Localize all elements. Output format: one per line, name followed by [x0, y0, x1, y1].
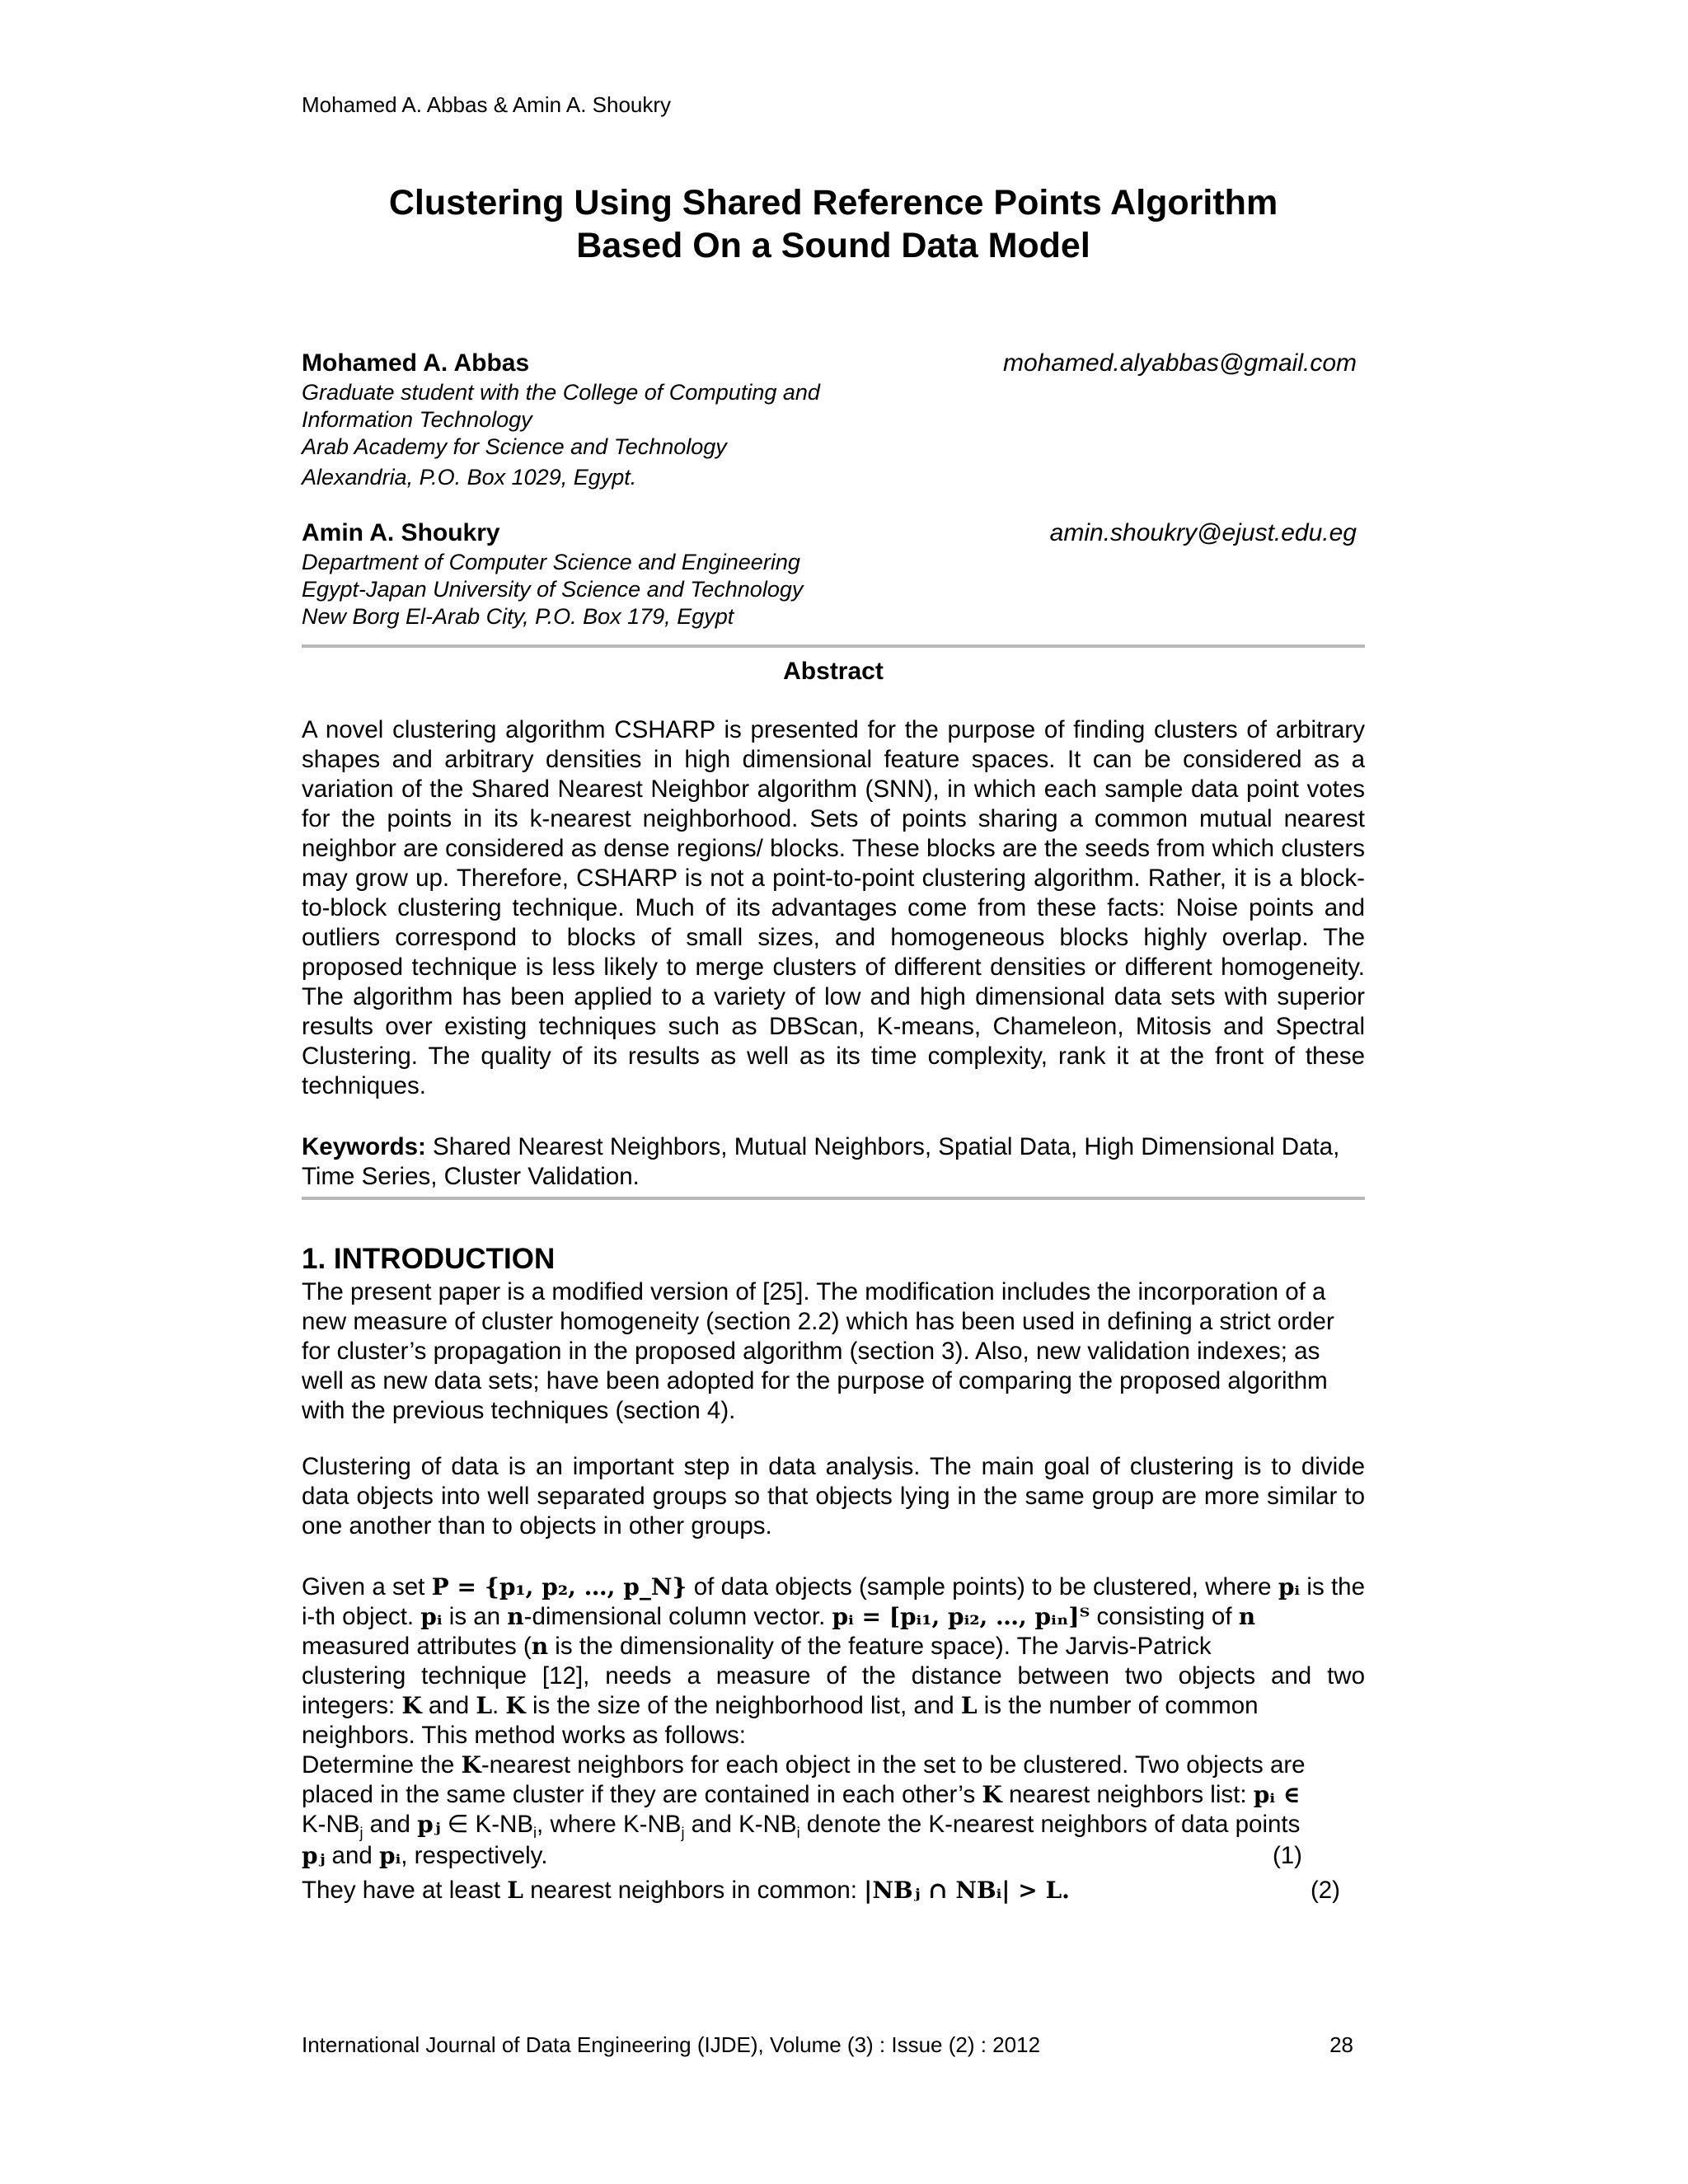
author-1-name: Mohamed A. Abbas [302, 349, 530, 377]
math-vector: pᵢ = [pᵢ₁, pᵢ₂, …, pᵢₙ]ᵀ [832, 1603, 1090, 1630]
footer-journal: International Journal of Data Engineering (IJDE), Volume (3) : Issue (2) : 2012 [302, 2032, 1041, 2057]
math-L: L [960, 1692, 978, 1719]
author-2-affiliation [302, 549, 803, 630]
math-set-p: P = {p₁, p₂, …, p_N} [431, 1573, 687, 1601]
math-L: L [507, 1877, 523, 1904]
math-p-i: pᵢ [420, 1603, 443, 1630]
math-n: n [531, 1633, 549, 1660]
math-condition: |NBⱼ ∩ NBᵢ| > L. [864, 1877, 1070, 1904]
intro-p3-line-2: i-th object. pᵢ is an n-dimensional column vector. pᵢ = [pᵢ₁, pᵢ₂, …, pᵢₙ]ᵀ consisting of n [302, 1603, 1256, 1630]
math-p-i: pᵢ [378, 1842, 401, 1869]
intro-p3-line-5: integers: K and L. K is the size of the neighborhood list, and L is the number of common [302, 1692, 1259, 1719]
equation-number-2: (2) [1310, 1877, 1340, 1904]
affiliation-line: Alexandria, P.O. Box 1029, Egypt. [302, 465, 637, 490]
keywords-label: Keywords: [302, 1133, 426, 1160]
affiliation-line: Arab Academy for Science and Technology [302, 434, 727, 459]
math-p-j: pⱼ [417, 1811, 441, 1838]
intro-p3-line-9: $K-NB_j$ and pⱼ ∈ $K-NB_i$, where $K-NB_j$ and $K-NB_i$ denote the K-nearest neighbors of data points [302, 1811, 1301, 1841]
affiliation-line: New Borg El-Arab City, P.O. Box 179, Egypt [302, 604, 734, 629]
math-K: K [461, 1751, 481, 1779]
author-2-email[interactable]: amin.shoukry@ejust.edu.eg [1049, 519, 1357, 546]
divider-top [302, 644, 1365, 648]
affiliation-line: Department of Computer Science and Engineering [302, 550, 800, 574]
intro-p3-line-11: They have at least L nearest neighbors in common: |NBⱼ ∩ NBᵢ| > L. (2) [302, 1877, 1340, 1904]
section-heading: 1. INTRODUCTION [302, 1243, 556, 1275]
intro-paragraph-2: Clustering of data is an important step in data analysis. The main goal of clustering is to divide data objects into well separated groups so that objects lying in the same group are more similar to one another than to objects in other groups. [302, 1453, 1365, 1540]
author-1-email[interactable]: mohamed.alyabbas@gmail.com [1003, 349, 1357, 377]
footer [302, 2032, 1365, 2058]
author-2-name: Amin A. Shoukry [302, 519, 500, 546]
running-head: Mohamed A. Abbas & Amin A. Shoukry [302, 92, 672, 117]
keywords [302, 1132, 1365, 1192]
math-n: n [507, 1603, 524, 1630]
abstract-text: A novel clustering algorithm CSHARP is presented for the purpose of finding clusters of arbitrary shapes and arbitrary densities in high dimensional feature spaces. It can be considered as a variation of the Shared Nearest Neighbor algorithm (SNN), in which each sample data point votes for the points in its k-nearest neighborhood. Sets of points sharing a common mutual nearest neighbor are considered as dense regions/ blocks. These blocks are the seeds from which clusters may grow up. Therefore, CSHARP is not a point-to-point clustering algorithm. Rather, it is a block-to-block clustering technique. Much of its advantages come from these facts: Noise points and outliers correspond to blocks of small sizes, and homogeneous blocks highly overlap. The proposed technique is less likely to merge clusters of different densities or different homogeneity. The algorithm has been applied to a variety of low and high dimensional data sets with superior results over existing techniques such as DBScan, K-means, Chameleon, Mitosis and Spectral Clustering. The quality of its results as well as its time complexity, rank it at the front of these techniques. [302, 716, 1365, 1099]
intro-p3-line-1: Given a set P = {p₁, p₂, …, p_N} of data objects (sample points) to be clustered, where pᵢ is the [302, 1573, 1365, 1601]
math-p-i: pᵢ [1278, 1573, 1301, 1601]
math-n: n [1238, 1603, 1256, 1630]
intro-p3-line-10: pⱼ and pᵢ, respectively. (1) [302, 1842, 1302, 1869]
affiliation-line: Information Technology [302, 407, 532, 432]
title-line-1: Clustering Using Shared Reference Points Algorithm [388, 183, 1278, 223]
paper-title [302, 181, 1365, 267]
math-p-j: pⱼ [302, 1842, 326, 1869]
divider-bottom [302, 1197, 1365, 1200]
math-L: L [476, 1692, 492, 1719]
intro-paragraph-1: The present paper is a modified version of [25]. The modification includes the incorporation of a new measure of cluster homogeneity (section 2.2) which has been used in defining a strict order for cluster’s propagation in the proposed algorithm (section 3). Also, new validation indexes; as well as new data sets; have been adopted for the purpose of comparing the proposed algorithm with the previous techniques (section 4). [302, 1278, 1334, 1424]
math-K: K [982, 1781, 1002, 1808]
math-K: K [505, 1692, 526, 1719]
intro-p3-line-4: clustering technique [12], needs a measure of the distance between two objects and two [302, 1662, 1365, 1690]
intro-p3-line-7: Determine the K-nearest neighbors for each object in the set to be clustered. Two objects are [302, 1751, 1306, 1779]
keywords-text: Shared Nearest Neighbors, Mutual Neighbors, Spatial Data, High Dimensional Data, Time Series, Cluster Validation. [302, 1133, 1340, 1190]
math-pi-in: pᵢ ∈ [1253, 1781, 1301, 1808]
intro-p3-line-6: neighbors. This method works as follows: [302, 1722, 746, 1749]
equation-number-1: (1) [1272, 1842, 1302, 1869]
intro-p3-line-3: measured attributes (n is the dimensionality of the feature space). The Jarvis-Patrick [302, 1633, 1212, 1660]
author-1-affiliation [302, 379, 820, 491]
title-line-2: Based On a Sound Data Model [576, 226, 1090, 265]
abstract-heading: Abstract [783, 658, 884, 685]
page-number: 28 [1329, 2032, 1353, 2057]
affiliation-line: Egypt-Japan University of Science and Technology [302, 577, 804, 602]
intro-p3-line-8: placed in the same cluster if they are contained in each other’s K nearest neighbors list: pᵢ ∈ [302, 1781, 1301, 1808]
math-K: K [401, 1692, 422, 1719]
affiliation-line: Graduate student with the College of Computing and [302, 380, 820, 405]
